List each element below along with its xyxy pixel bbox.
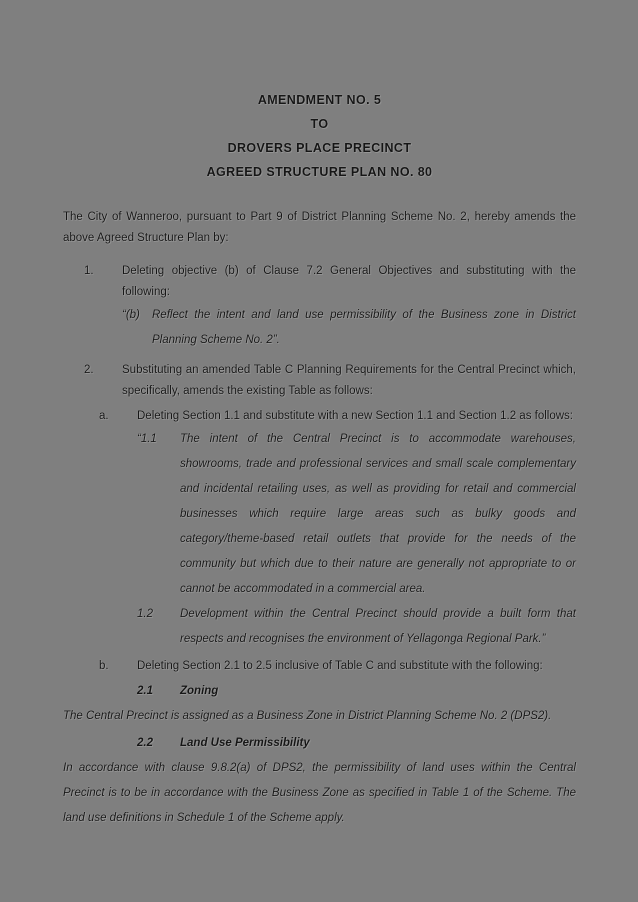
- sub-item-b: [63, 656, 576, 677]
- sub-item-a-marker: a.: [99, 409, 109, 422]
- quoted-objective-b-text: Reflect the intent and land use permissibility of the Business zone in District Planning Scheme No. 2”.: [152, 308, 576, 346]
- title-line-to: TO: [310, 117, 329, 131]
- section-2-1-body: The Central Precinct is assigned as a Business Zone in District Planning Scheme No. 2 (DPS2).: [63, 709, 552, 722]
- sub-item-b-text: Deleting Section 2.1 to 2.5 inclusive of Table C and substitute with the following:: [137, 659, 543, 672]
- clause-1-2-text: Development within the Central Precinct should provide a built form that respects and recognises the environment of Yellagonga Regional Park.”: [180, 607, 576, 645]
- clause-1-2: [63, 602, 576, 652]
- document-title: [63, 88, 576, 184]
- title-line-amendment: AMENDMENT NO. 5: [257, 93, 382, 107]
- section-2-2-marker: 2.2: [137, 736, 153, 749]
- list-item-2-text: Substituting an amended Table C Planning Requirements for the Central Precinct which, specifically, amends the existing Table as follows:: [122, 363, 576, 397]
- quoted-objective-b-marker: “(b): [122, 308, 140, 321]
- clause-1-1: [63, 427, 576, 602]
- section-2-2-heading-text: Land Use Permissibility: [180, 736, 310, 749]
- intro-paragraph: The City of Wanneroo, pursuant to Part 9 of District Planning Scheme No. 2, hereby amends the above Agreed Structure Plan by:: [63, 211, 576, 244]
- list-item-1-marker: 1.: [84, 264, 94, 277]
- sub-item-a-text: Deleting Section 1.1 and substitute with a new Section 1.1 and Section 1.2 as follows:: [137, 409, 573, 422]
- sub-item-a: [63, 406, 576, 427]
- list-item-1-text: Deleting objective (b) of Clause 7.2 General Objectives and substituting with the following:: [122, 264, 576, 298]
- clause-1-2-marker: 1.2: [137, 607, 153, 620]
- sub-item-b-marker: b.: [99, 659, 109, 672]
- list-item-2: [63, 360, 576, 402]
- section-2-1-marker: 2.1: [137, 684, 153, 697]
- quoted-objective-b: [63, 303, 576, 353]
- title-line-plan-no: AGREED STRUCTURE PLAN NO. 80: [206, 165, 433, 179]
- section-2-2-heading: [63, 731, 576, 756]
- title-line-precinct: DROVERS PLACE PRECINCT: [227, 141, 412, 155]
- document-content: [63, 0, 576, 831]
- section-2-1-heading: [63, 679, 576, 704]
- clause-1-1-text: The intent of the Central Precinct is to accommodate warehouses, showrooms, trade and professional services and small scale complementary and incidental retailing uses, as well as providing for retail and commercial businesses which require large areas such as bulky goods and category/theme-based retail outlets that provide for the needs of the community but which due to their nature are generally not appropriate to or cannot be accommodated in a commercial area.: [180, 432, 576, 595]
- list-item-1: [63, 261, 576, 303]
- section-2-2-body: In accordance with clause 9.8.2(a) of DPS2, the permissibility of land uses within the Central Precinct is to be in accordance with the Business Zone as specified in Table 1 of the Scheme. The land use definitions in Schedule 1 of the Scheme apply.: [63, 761, 576, 824]
- clause-1-1-marker: “1.1: [137, 432, 157, 445]
- section-2-1-heading-text: Zoning: [180, 684, 219, 697]
- list-item-2-marker: 2.: [84, 363, 94, 376]
